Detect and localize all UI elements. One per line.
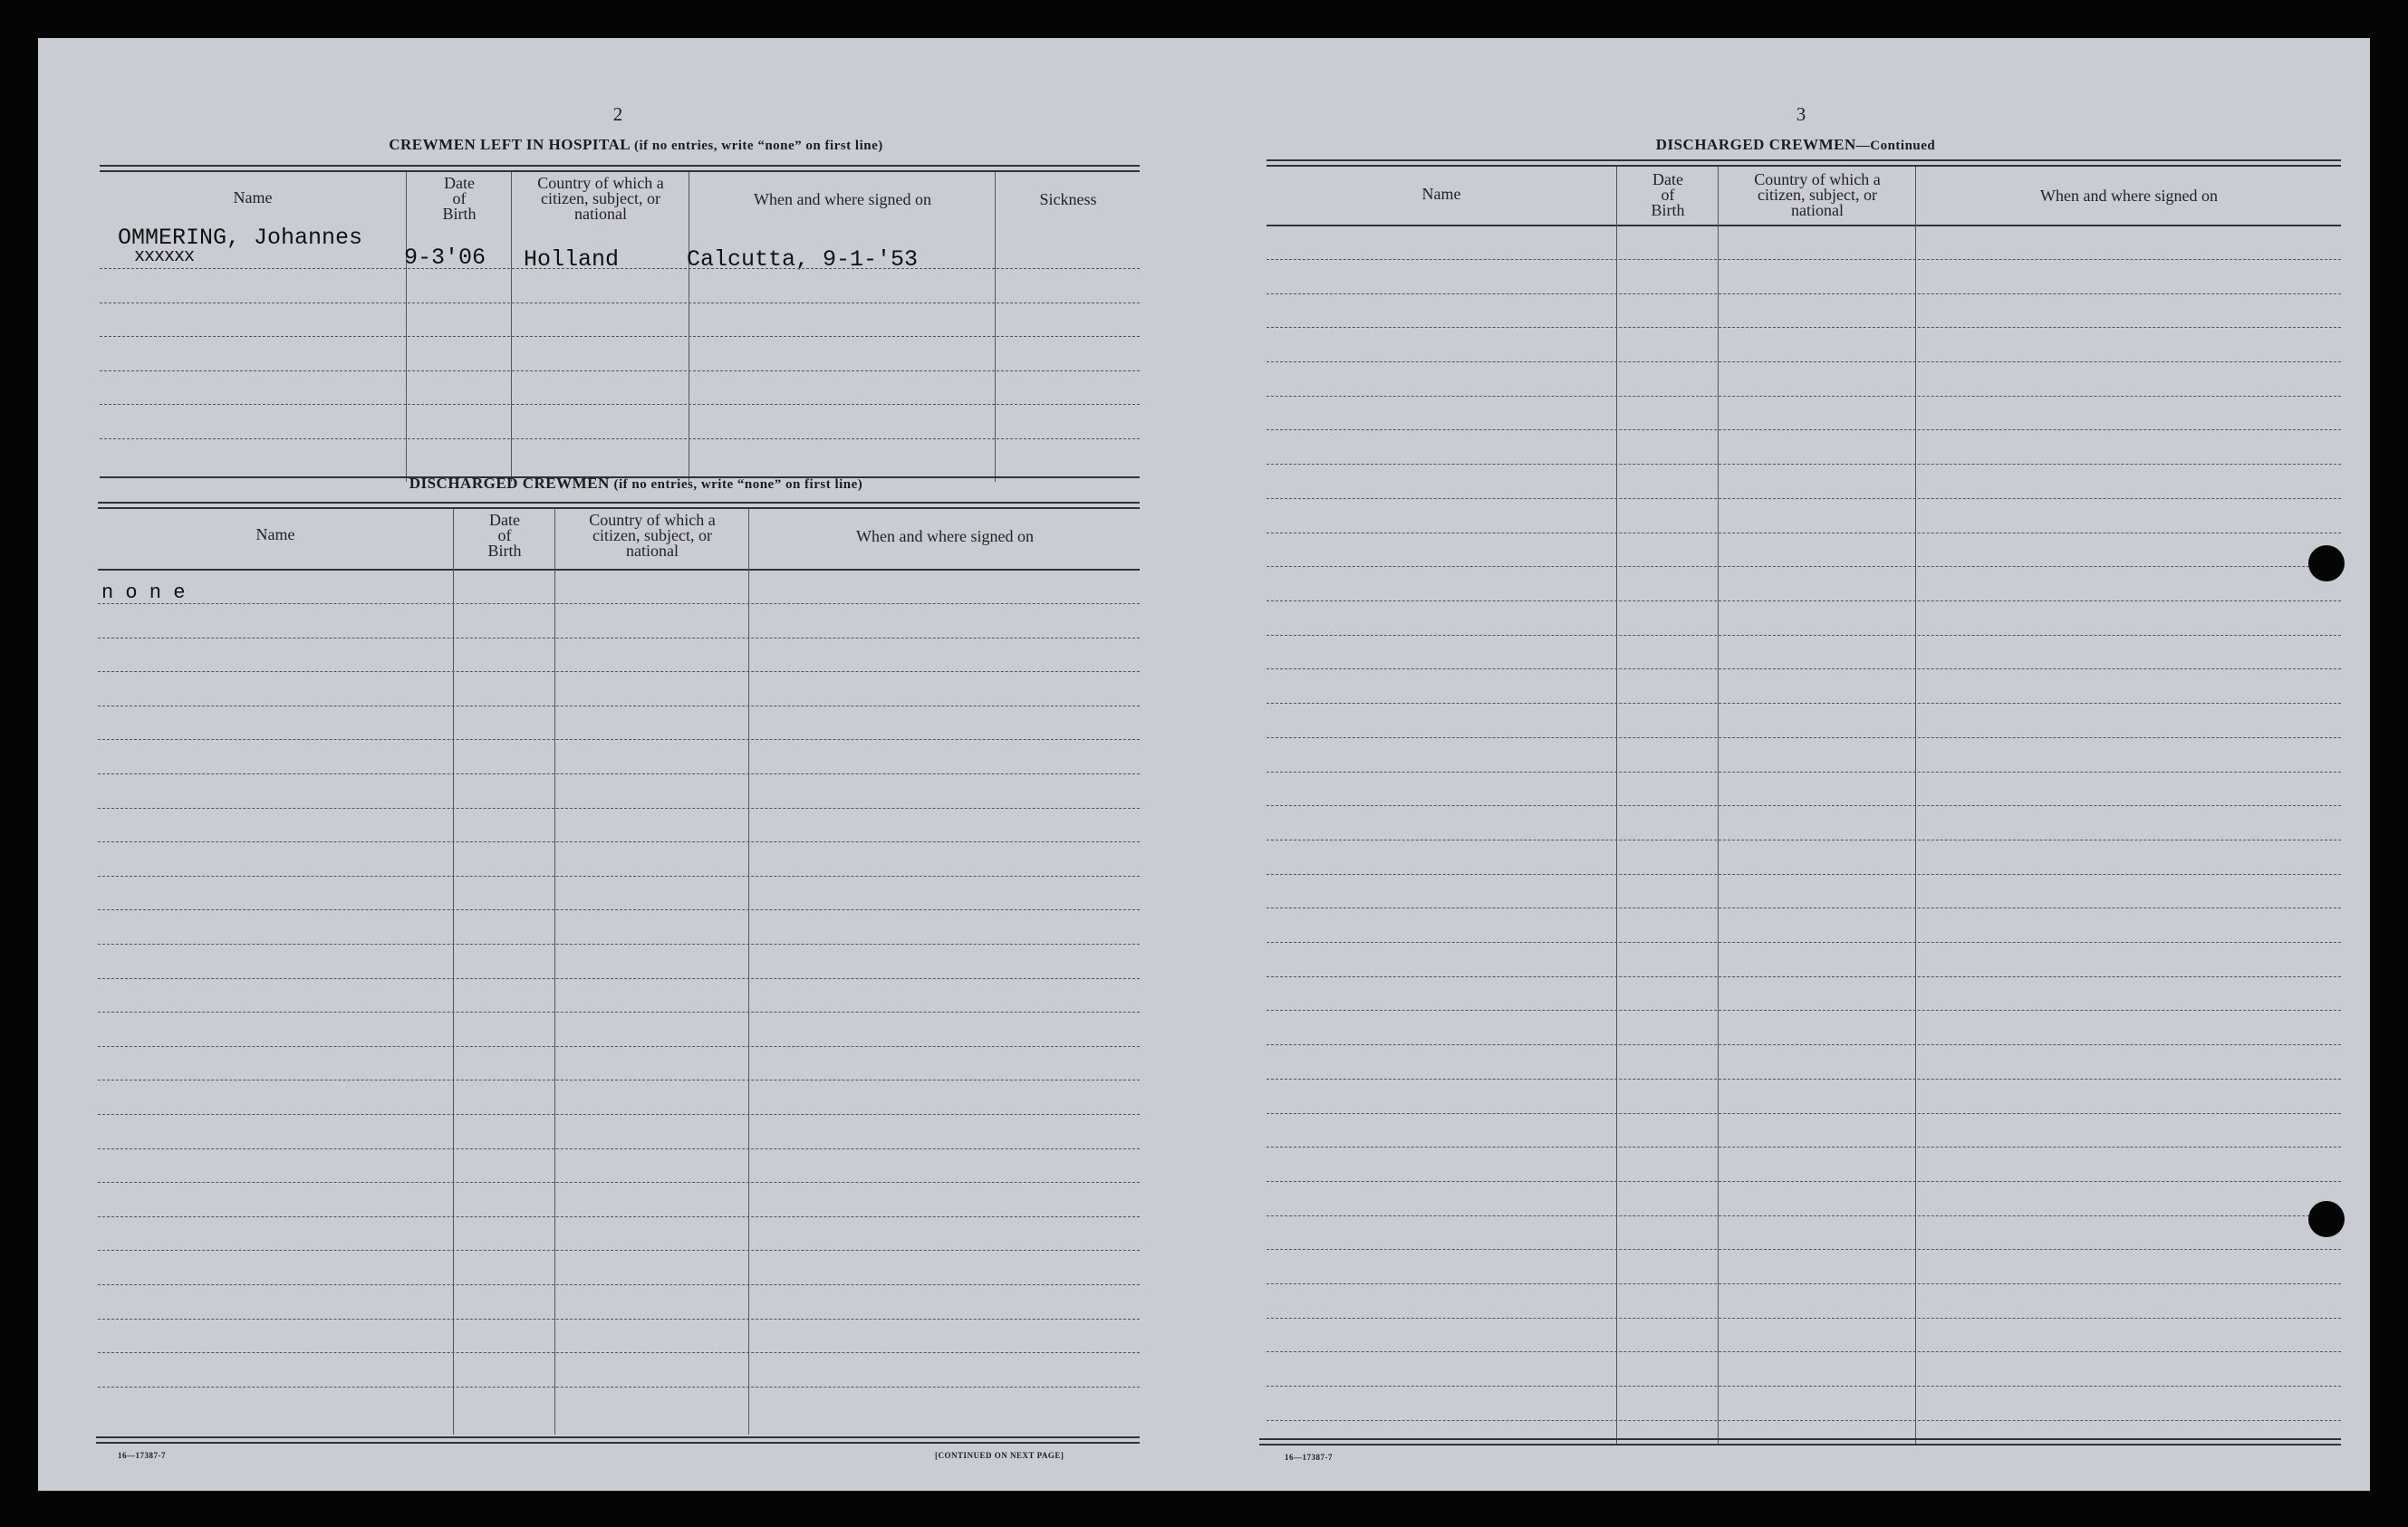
right-row-line — [1267, 327, 2341, 328]
hospital-col-divider — [995, 172, 996, 482]
right-row-line — [1267, 874, 2341, 875]
dob-line-3: Birth — [442, 205, 477, 223]
right-row-line — [1267, 464, 2341, 465]
right-row-line — [1267, 1010, 2341, 1011]
country-line-1: Country of which a — [537, 174, 664, 192]
discharged-header-dob — [455, 513, 554, 559]
discharged-row-line — [98, 1352, 1140, 1353]
country-line-3: national — [574, 205, 627, 223]
discharged-row-line — [98, 1182, 1140, 1183]
discharged-row-line — [98, 671, 1140, 672]
right-row-line — [1267, 1044, 2341, 1045]
country-line-1: Country of which a — [589, 511, 716, 529]
dob-line-1: Date — [444, 174, 475, 192]
hospital-entry-signed: Calcutta, 9-1-'53 — [687, 246, 919, 273]
page-number-left: 2 — [612, 103, 623, 125]
hospital-entry-name: OMMERING, Johannes — [118, 225, 363, 251]
country-line-1: Country of which a — [1754, 170, 1881, 188]
discharged-header-country — [556, 513, 748, 559]
hospital-header-sickness: Sickness — [1039, 190, 1097, 208]
right-row-line — [1267, 1215, 2341, 1216]
right-row-line — [1267, 1181, 2341, 1182]
discharged-col-divider — [748, 509, 749, 1435]
right-row-line — [1267, 1283, 2341, 1284]
right-header-country — [1719, 172, 1915, 218]
right-header-rule — [1267, 225, 2341, 226]
discharged-row-line — [98, 978, 1140, 979]
hospital-entry-struck: xxxxxx — [134, 246, 195, 267]
discharged-top-rule-2 — [98, 507, 1140, 509]
hospital-header-country — [513, 176, 689, 222]
country-line-3: national — [1791, 201, 1844, 219]
left-bottom-rule — [96, 1436, 1140, 1438]
right-row-line — [1267, 600, 2341, 601]
right-row-line — [1267, 1079, 2341, 1080]
right-header-signed: When and where signed on — [2040, 187, 2218, 205]
right-row-line — [1267, 976, 2341, 977]
discharged-row-line — [98, 638, 1140, 639]
discharged-row-line — [98, 1284, 1140, 1285]
country-line-3: national — [626, 542, 679, 560]
dob-line-2: of — [497, 526, 512, 544]
right-row-line — [1267, 259, 2341, 260]
binder-hole-icon — [2308, 1201, 2345, 1237]
continued-note: [CONTINUED ON NEXT PAGE] — [935, 1451, 1064, 1460]
hospital-title-note: (if no entries, write “none” on first line) — [633, 139, 883, 153]
discharged-row-line — [98, 1148, 1140, 1149]
hospital-row-line — [100, 438, 1140, 439]
dob-line-2: of — [452, 189, 467, 207]
right-header-dob — [1618, 172, 1718, 218]
right-row-line — [1267, 1386, 2341, 1387]
discharged-row-line — [98, 944, 1140, 945]
discharged-row-line — [98, 1319, 1140, 1320]
hospital-top-rule — [100, 165, 1140, 167]
hospital-col-divider — [511, 172, 512, 482]
country-line-2: citizen, subject, or — [1758, 186, 1877, 204]
right-title-text: DISCHARGED CREWMEN — [1655, 136, 1856, 153]
right-form-number: 16—17387-7 — [1285, 1453, 1333, 1462]
hospital-header-signed: When and where signed on — [754, 190, 931, 208]
right-top-rule — [1267, 159, 2341, 161]
discharged-row-line — [98, 841, 1140, 842]
binder-hole-icon — [2308, 545, 2345, 581]
ledger-sheet — [38, 38, 2370, 1491]
hospital-row-line — [100, 336, 1140, 337]
right-row-line — [1267, 293, 2341, 294]
discharged-row-line — [98, 909, 1140, 910]
discharged-title-text: DISCHARGED CREWMEN — [409, 475, 610, 492]
right-row-line — [1267, 772, 2341, 773]
right-row-line — [1267, 1318, 2341, 1319]
right-bottom-rule — [1259, 1438, 2341, 1440]
discharged-row-line — [98, 1387, 1140, 1388]
right-row-line — [1267, 737, 2341, 738]
hospital-col-divider — [406, 172, 407, 482]
discharged-header-name: Name — [255, 525, 295, 543]
hospital-entry-dob: 9-3'06 — [404, 245, 486, 271]
right-top-rule-2 — [1267, 165, 2341, 167]
discharged-row-line — [98, 1216, 1140, 1217]
discharged-row-line — [98, 603, 1140, 604]
left-form-number: 16—17387-7 — [118, 1451, 166, 1460]
hospital-header-dob — [408, 176, 511, 222]
right-title-suffix: —Continued — [1855, 139, 1936, 153]
discharged-header-rule — [98, 569, 1140, 571]
dob-line-1: Date — [1652, 170, 1683, 188]
right-row-line — [1267, 566, 2341, 567]
discharged-row-line — [98, 1250, 1140, 1251]
right-row-line — [1267, 1147, 2341, 1148]
discharged-row-line — [98, 1046, 1140, 1047]
country-line-2: citizen, subject, or — [541, 189, 660, 207]
hospital-header-name: Name — [233, 188, 273, 206]
right-header-name: Name — [1421, 185, 1461, 203]
dob-line-3: Birth — [487, 542, 522, 560]
country-line-2: citizen, subject, or — [592, 526, 712, 544]
discharged-top-rule — [98, 502, 1140, 504]
discharged-col-divider — [453, 509, 454, 1435]
discharged-row-line — [98, 808, 1140, 809]
discharged-header-signed: When and where signed on — [856, 527, 1034, 545]
right-row-line — [1267, 1351, 2341, 1352]
dob-line-2: of — [1661, 186, 1675, 204]
hospital-section-title — [138, 136, 1134, 154]
discharged-row-line — [98, 739, 1140, 740]
discharged-row-line — [98, 876, 1140, 877]
hospital-row-line — [100, 404, 1140, 405]
right-section-title — [1433, 136, 2158, 154]
right-row-line — [1267, 498, 2341, 499]
right-row-line — [1267, 703, 2341, 704]
discharged-row-line — [98, 773, 1140, 774]
hospital-row-line — [100, 268, 1140, 269]
discharged-title-note: (if no entries, write “none” on first line) — [613, 477, 863, 492]
hospital-title-text: CREWMEN LEFT IN HOSPITAL — [389, 136, 631, 153]
right-bottom-rule-2 — [1259, 1444, 2341, 1445]
discharged-row-line — [98, 1114, 1140, 1115]
left-bottom-rule-2 — [96, 1442, 1140, 1444]
page-number-right: 3 — [1796, 103, 1806, 125]
right-row-line — [1267, 396, 2341, 397]
discharged-col-divider — [554, 509, 555, 1435]
right-row-line — [1267, 1249, 2341, 1250]
right-row-line — [1267, 361, 2341, 362]
discharged-entry-none: n o n e — [101, 581, 186, 604]
discharged-section-title — [138, 475, 1134, 493]
discharged-row-line — [98, 1012, 1140, 1013]
hospital-entry-country: Holland — [524, 246, 620, 273]
dob-line-1: Date — [489, 511, 520, 529]
right-row-line — [1267, 429, 2341, 430]
right-row-line — [1267, 668, 2341, 669]
right-row-line — [1267, 942, 2341, 943]
right-row-line — [1267, 805, 2341, 806]
hospital-top-rule-2 — [100, 170, 1140, 172]
hospital-row-line — [100, 370, 1140, 371]
dob-line-3: Birth — [1651, 201, 1685, 219]
right-row-line — [1267, 635, 2341, 636]
right-row-line — [1267, 1113, 2341, 1114]
right-row-line — [1267, 1420, 2341, 1421]
